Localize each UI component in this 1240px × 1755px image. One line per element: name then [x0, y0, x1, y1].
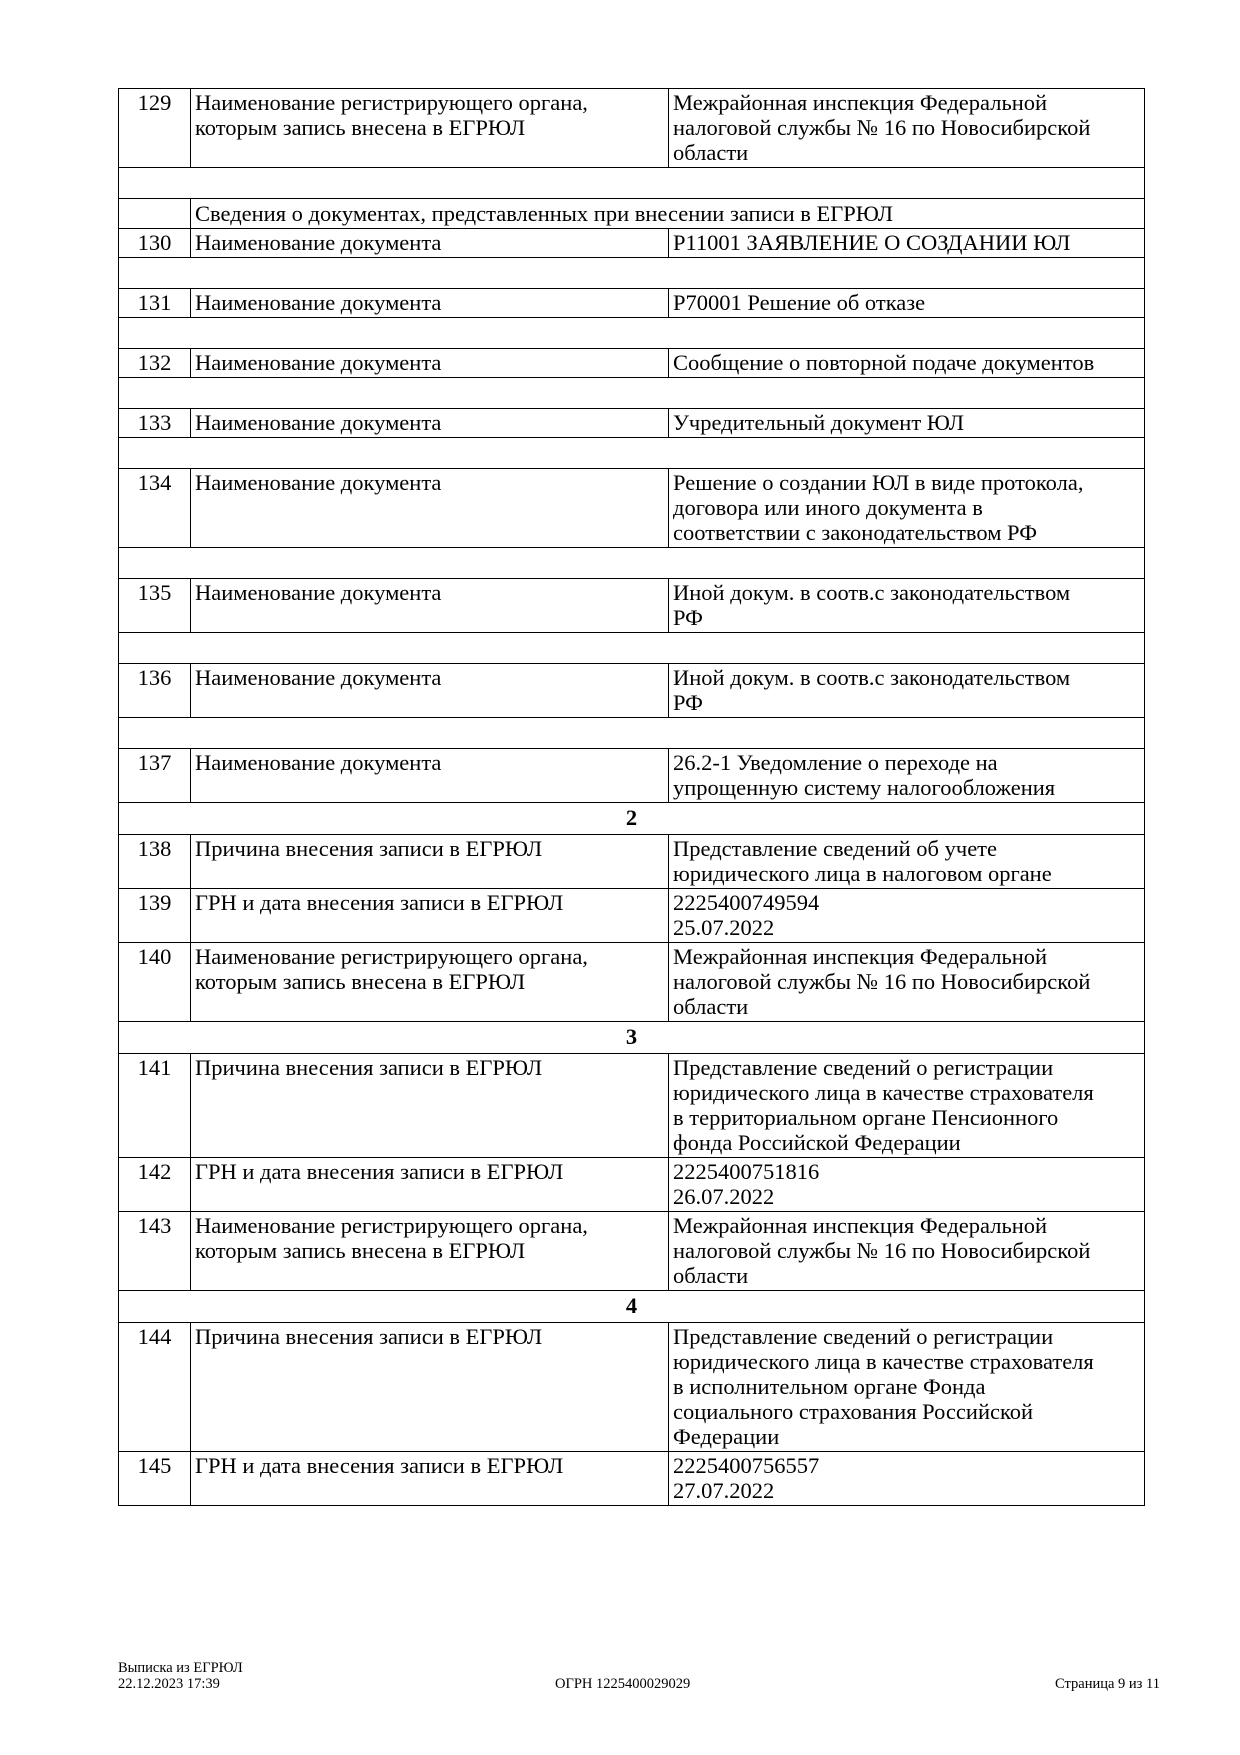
- table-row: [119, 1158, 1145, 1212]
- row-value-line: 27.07.2022: [673, 1478, 775, 1503]
- row-value-line: 2225400751816: [673, 1159, 820, 1184]
- row-value: [669, 1054, 1145, 1158]
- egrul-extract-table: [118, 88, 1145, 1506]
- footer-page-number: Страница 9 из 11: [1055, 1676, 1160, 1692]
- row-value-line: 26.07.2022: [673, 1184, 775, 1209]
- table-row-spacer: [119, 378, 1145, 409]
- table-row: [119, 89, 1145, 168]
- row-value: [669, 229, 1145, 258]
- row-value-line: 2225400756557: [673, 1453, 820, 1478]
- row-value: [669, 1212, 1145, 1291]
- table-row: [119, 579, 1145, 633]
- row-label: Наименование документа: [191, 349, 669, 378]
- row-value-line: 2225400749594: [673, 890, 820, 915]
- row-value-line: в исполнительном органе Фонда: [673, 1374, 986, 1399]
- row-value-line: Иной докум. в соотв.с законодательством: [673, 580, 1071, 605]
- row-label: ГРН и дата внесения записи в ЕГРЮЛ: [191, 1158, 669, 1212]
- footer-left: [118, 1660, 243, 1692]
- row-number: 143: [119, 1212, 191, 1291]
- row-number: 129: [119, 89, 191, 168]
- row-value-line: Р11001 ЗАЯВЛЕНИЕ О СОЗДАНИИ ЮЛ: [673, 230, 1071, 255]
- row-value-line: РФ: [673, 690, 703, 715]
- spacer-cell: [119, 718, 1145, 749]
- row-value-line: налоговой службы № 16 по Новосибирской: [673, 1238, 1091, 1263]
- table-body: [119, 89, 1145, 1506]
- row-value-line: Межрайонная инспекция Федеральной: [673, 944, 1048, 969]
- row-value: [669, 943, 1145, 1022]
- table-row-spacer: [119, 633, 1145, 664]
- row-value: [669, 889, 1145, 943]
- table-row: [119, 1054, 1145, 1158]
- row-label: Наименование документа: [191, 289, 669, 318]
- row-value-line: РФ: [673, 605, 703, 630]
- row-number: 134: [119, 469, 191, 548]
- row-value: [669, 469, 1145, 548]
- row-number: 133: [119, 409, 191, 438]
- footer-doc-title: Выписка из ЕГРЮЛ: [118, 1660, 243, 1676]
- row-value-line: социального страхования Российской: [673, 1399, 1034, 1424]
- row-value: [669, 89, 1145, 168]
- row-value-line: налоговой службы № 16 по Новосибирской: [673, 969, 1091, 994]
- row-number: 142: [119, 1158, 191, 1212]
- section-number-cell: [119, 199, 191, 229]
- spacer-cell: [119, 318, 1145, 349]
- section-title: Сведения о документах, представленных при внесении записи в ЕГРЮЛ: [191, 199, 1145, 229]
- row-label: Причина внесения записи в ЕГРЮЛ: [191, 1054, 669, 1158]
- row-value-line: 25.07.2022: [673, 915, 775, 940]
- row-value-line: области: [673, 140, 749, 165]
- footer-datetime: 22.12.2023 17:39: [118, 1676, 220, 1692]
- row-value-line: Представление сведений о регистрации: [673, 1055, 1054, 1080]
- row-value: [669, 579, 1145, 633]
- table-row-spacer: [119, 548, 1145, 579]
- row-label: ГРН и дата внесения записи в ЕГРЮЛ: [191, 889, 669, 943]
- row-value-line: фонда Российской Федерации: [673, 1130, 961, 1155]
- row-value-line: Представление сведений об учете: [673, 836, 997, 861]
- table-row-spacer: [119, 318, 1145, 349]
- spacer-cell: [119, 258, 1145, 289]
- row-label: Наименование регистрирующего органа, которым запись внесена в ЕГРЮЛ: [191, 1212, 669, 1291]
- table-row: [119, 409, 1145, 438]
- row-value: [669, 1452, 1145, 1506]
- row-value: [669, 1158, 1145, 1212]
- table-row: [119, 1452, 1145, 1506]
- row-value-line: Решение о создании ЮЛ в виде протокола,: [673, 470, 1084, 495]
- record-group-header: [119, 803, 1145, 835]
- row-number: 145: [119, 1452, 191, 1506]
- table-row: [119, 1323, 1145, 1452]
- row-label: Наименование документа: [191, 229, 669, 258]
- row-value-line: договора или иного документа в: [673, 495, 983, 520]
- row-value-line: Иной докум. в соотв.с законодательством: [673, 665, 1071, 690]
- table-row-spacer: [119, 168, 1145, 199]
- table-row: [119, 943, 1145, 1022]
- row-value-line: Федерации: [673, 1424, 780, 1449]
- table-row: [119, 289, 1145, 318]
- row-value-line: упрощенную систему налогообложения: [673, 775, 1056, 800]
- row-number: 132: [119, 349, 191, 378]
- table-row-spacer: [119, 258, 1145, 289]
- row-value-line: юридического лица в качестве страхователя: [673, 1080, 1094, 1105]
- row-label: Наименование регистрирующего органа, которым запись внесена в ЕГРЮЛ: [191, 89, 669, 168]
- row-label: Причина внесения записи в ЕГРЮЛ: [191, 835, 669, 889]
- table-row: [119, 889, 1145, 943]
- row-number: 139: [119, 889, 191, 943]
- table-row: [119, 469, 1145, 548]
- record-group-number: 3: [119, 1022, 1145, 1054]
- row-value-line: Межрайонная инспекция Федеральной: [673, 1213, 1048, 1238]
- record-group-number: 2: [119, 803, 1145, 835]
- record-group-header: [119, 1291, 1145, 1323]
- footer-ogrn: ОГРН 1225400029029: [555, 1676, 691, 1692]
- row-value: [669, 749, 1145, 803]
- row-label: Наименование документа: [191, 749, 669, 803]
- row-number: 136: [119, 664, 191, 718]
- row-value-line: 26.2-1 Уведомление о переходе на: [673, 750, 998, 775]
- row-value-line: соответствии с законодательством РФ: [673, 520, 1037, 545]
- spacer-cell: [119, 378, 1145, 409]
- table-row: [119, 1212, 1145, 1291]
- spacer-cell: [119, 438, 1145, 469]
- table-row: [119, 749, 1145, 803]
- row-value: [669, 664, 1145, 718]
- row-value: [669, 835, 1145, 889]
- spacer-cell: [119, 168, 1145, 199]
- table-row: [119, 229, 1145, 258]
- row-value-line: налоговой службы № 16 по Новосибирской: [673, 115, 1091, 140]
- table-row: [119, 835, 1145, 889]
- row-number: 130: [119, 229, 191, 258]
- row-value-line: Учредительный документ ЮЛ: [673, 410, 965, 435]
- section-header-row: [119, 199, 1145, 229]
- row-label: Наименование регистрирующего органа, которым запись внесена в ЕГРЮЛ: [191, 943, 669, 1022]
- row-label: Наименование документа: [191, 409, 669, 438]
- row-value-line: юридического лица в налоговом органе: [673, 861, 1052, 886]
- row-value-line: Межрайонная инспекция Федеральной: [673, 90, 1048, 115]
- row-value-line: в территориальном органе Пенсионного: [673, 1105, 1059, 1130]
- row-label: Наименование документа: [191, 469, 669, 548]
- row-value: [669, 1323, 1145, 1452]
- row-number: 144: [119, 1323, 191, 1452]
- row-value-line: Представление сведений о регистрации: [673, 1324, 1054, 1349]
- table-row: [119, 349, 1145, 378]
- row-number: 141: [119, 1054, 191, 1158]
- row-value-line: юридического лица в качестве страхователя: [673, 1349, 1094, 1374]
- row-number: 140: [119, 943, 191, 1022]
- spacer-cell: [119, 548, 1145, 579]
- table-row-spacer: [119, 438, 1145, 469]
- row-number: 131: [119, 289, 191, 318]
- row-value: [669, 289, 1145, 318]
- row-value: [669, 349, 1145, 378]
- table-row: [119, 664, 1145, 718]
- row-number: 137: [119, 749, 191, 803]
- record-group-header: [119, 1022, 1145, 1054]
- record-group-number: 4: [119, 1291, 1145, 1323]
- row-label: ГРН и дата внесения записи в ЕГРЮЛ: [191, 1452, 669, 1506]
- table-row-spacer: [119, 718, 1145, 749]
- row-value-line: области: [673, 1263, 749, 1288]
- spacer-cell: [119, 633, 1145, 664]
- row-number: 138: [119, 835, 191, 889]
- row-label: Наименование документа: [191, 579, 669, 633]
- row-value-line: Сообщение о повторной подаче документов: [673, 350, 1095, 375]
- row-label: Наименование документа: [191, 664, 669, 718]
- row-value-line: области: [673, 994, 749, 1019]
- row-value: [669, 409, 1145, 438]
- row-label: Причина внесения записи в ЕГРЮЛ: [191, 1323, 669, 1452]
- row-value-line: Р70001 Решение об отказе: [673, 290, 926, 315]
- row-number: 135: [119, 579, 191, 633]
